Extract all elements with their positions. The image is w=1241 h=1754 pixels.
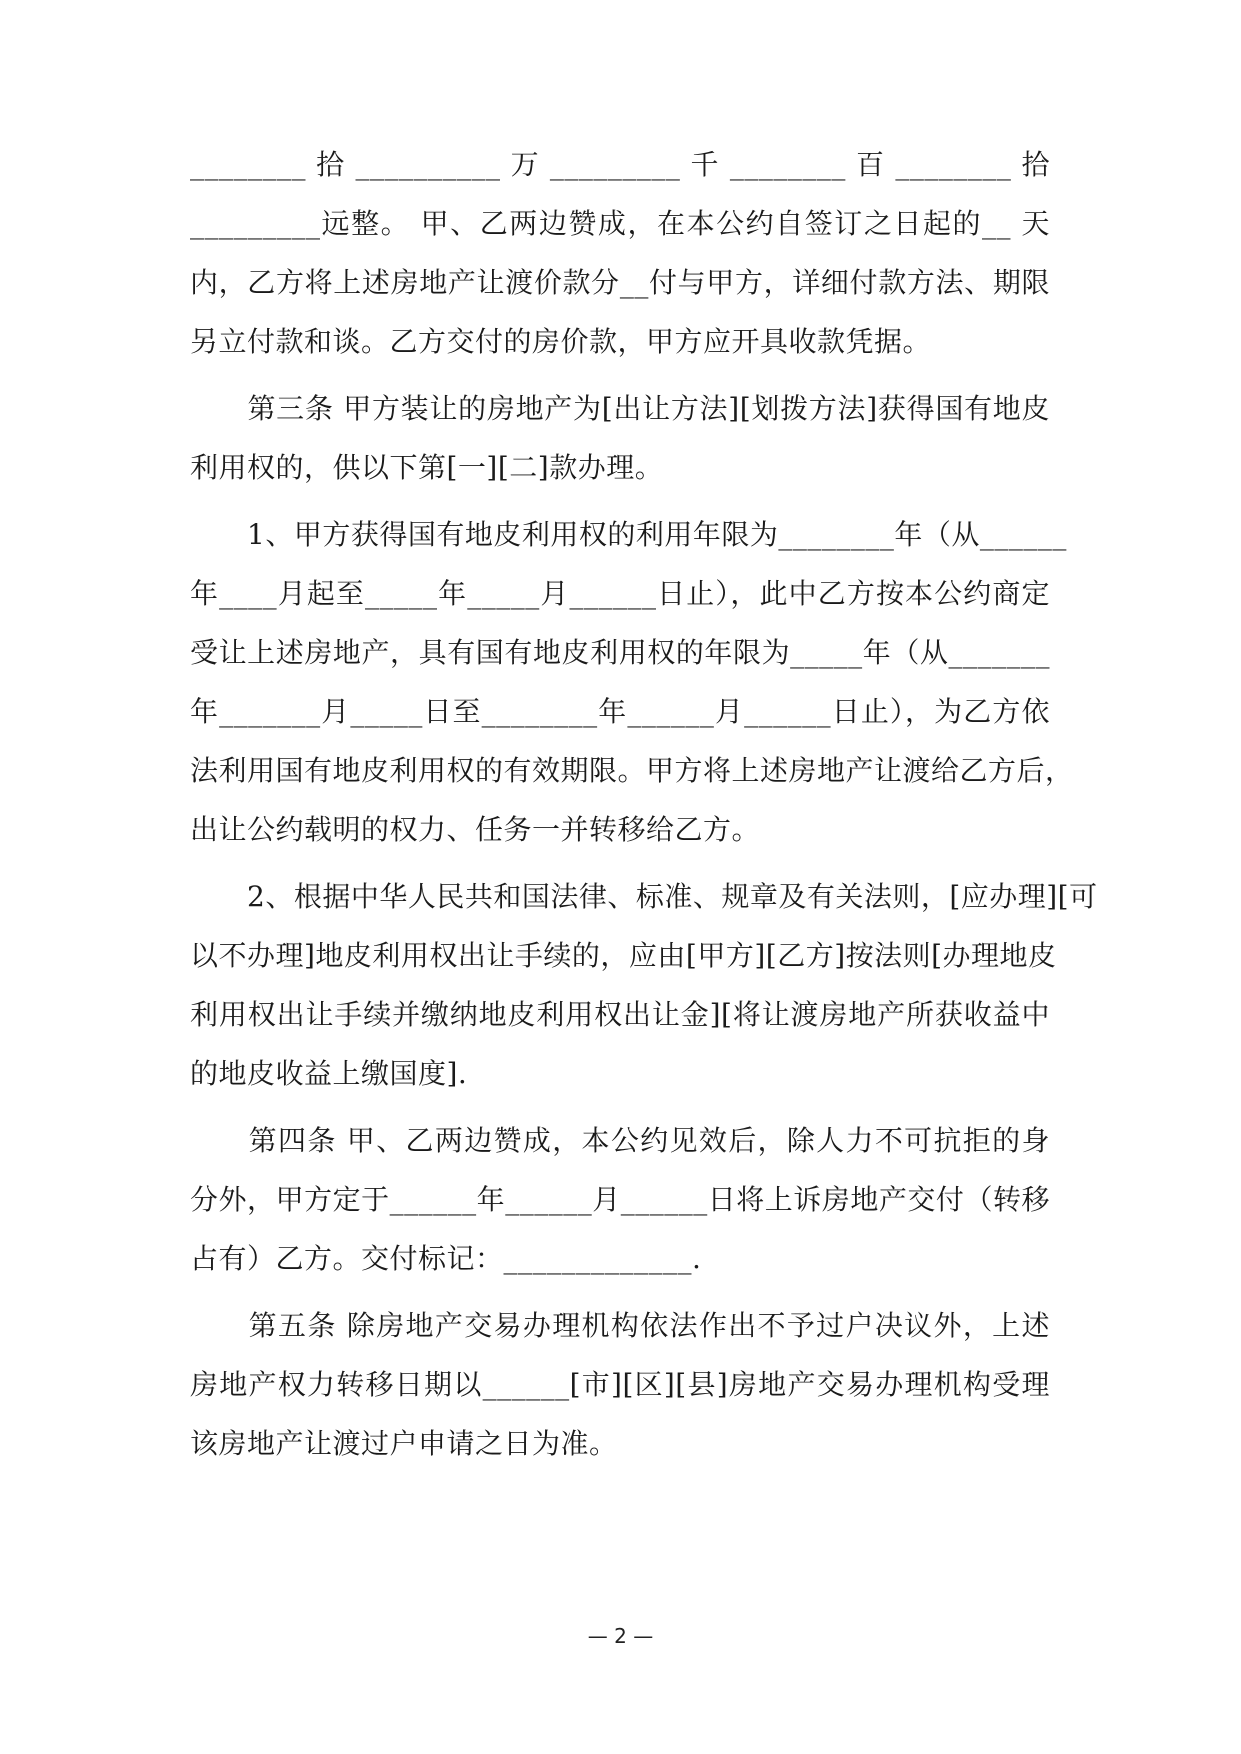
text-line: 法利用国有地皮利用权的有效期限。甲方将上述房地产让渡给乙方后， (190, 754, 1074, 787)
page-number: — 2 — (587, 1624, 654, 1648)
text-line: 2、根据中华人民共和国法律、标准、规章及有关法则，[应办理][可 (190, 880, 1098, 913)
text-line: 第四条 甲、乙两边赞成，本公约见效后，除人力不可抗拒的身 (190, 1124, 1050, 1157)
text-line: 1、甲方获得国有地皮利用权的利用年限为________年（从______ (190, 518, 1067, 551)
text-line: 占有）乙方。交付标记：_____________. (190, 1242, 702, 1275)
text-line: 内，乙方将上述房地产让渡价款分__付与甲方，详细付款方法、期限 (190, 266, 1050, 299)
text-line: 第五条 除房地产交易办理机构依法作出不予过户决议外，上述 (190, 1309, 1050, 1342)
text-line: 受让上述房地产，具有国有地皮利用权的年限为_____年（从_______ (190, 636, 1050, 669)
text-line: 出让公约载明的权力、任务一并转移给乙方。 (190, 813, 761, 846)
text-line: 以不办理]地皮利用权出让手续的，应由[甲方][乙方]按法则[办理地皮 (190, 939, 1057, 972)
text-line: 该房地产让渡过户申请之日为准。 (190, 1427, 618, 1460)
text-line: 另立付款和谈。乙方交付的房价款，甲方应开具收款凭据。 (190, 325, 932, 358)
text-line: 利用权的，供以下第[一][二]款办理。 (190, 451, 664, 484)
text-line: 第三条 甲方装让的房地产为[出让方法][划拨方法]获得国有地皮 (190, 392, 1050, 425)
text-line: 房地产权力转移日期以______[市][区][县]房地产交易办理机构受理 (190, 1368, 1050, 1401)
text-line: _________远整。 甲、乙两边赞成，在本公约自签订之日起的__ 天 (190, 207, 1050, 240)
text-line: 分外，甲方定于______年______月______日将上诉房地产交付（转移 (190, 1183, 1050, 1216)
text-line: 年____月起至_____年_____月______日止），此中乙方按本公约商定 (190, 577, 1050, 610)
text-line: 年_______月_____日至________年______月______日止），为乙方依 (190, 695, 1050, 728)
text-line: 利用权出让手续并缴纳地皮利用权出让金][将让渡房地产所获收益中 (190, 998, 1050, 1031)
text-line: ________ 拾 __________ 万 _________ 千 ________ 百 ________ 拾 (190, 148, 1050, 181)
text-line: 的地皮收益上缴国度]. (190, 1057, 468, 1090)
